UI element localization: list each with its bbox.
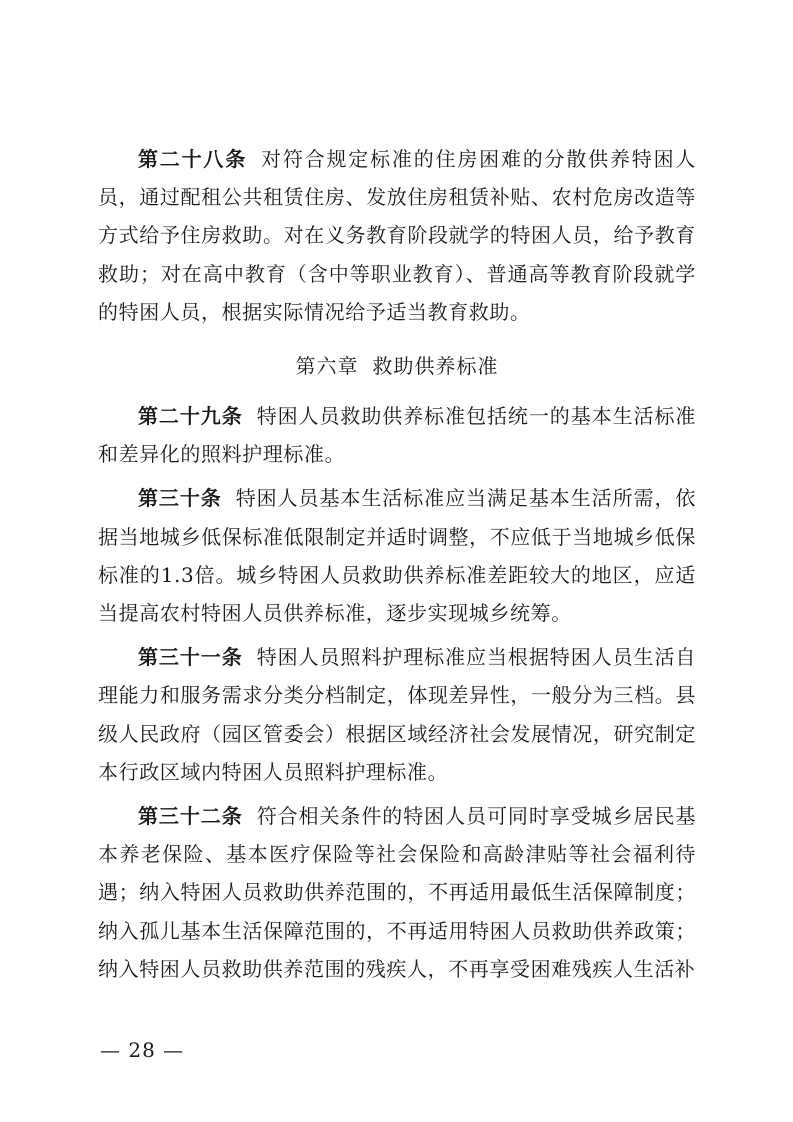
page-number: — 28 — [100, 1038, 185, 1062]
article-text: 特困人员基本生活标准应当满足基本生活所需，依据当地城乡低保标准低限制定并适时调整，不应低于当地城乡低保标准的1.3倍。城乡特困人员救助供养标准差距较大的地区，应适当提高农村特困人员供养标准，逐步实现城乡统筹。 [98, 486, 696, 626]
chapter-title: 救助供养标准 [372, 354, 499, 379]
article-paragraph-31 [98, 638, 696, 791]
article-number: 第二十九条 [138, 404, 243, 429]
article-text: 特困人员救助供养标准包括统一的基本生活标准和差异化的照料护理标准。 [98, 404, 696, 467]
article-text: 符合相关条件的特困人员可同时享受城乡居民基本养老保险、基本医疗保险等社会保险和高龄津贴等社会福利待遇；纳入特困人员救助供养范围的，不再适用最低生活保障制度；纳入孤儿基本生活保障范围的，不再适用特困人员救助供养政策；纳入特困人员救助供养范围的残疾人，不再享受困难残疾人生活补 [98, 804, 696, 981]
article-number: 第三十一条 [138, 645, 243, 670]
article-paragraph-28 [98, 140, 696, 331]
article-number: 第二十八条 [138, 147, 248, 171]
chapter-number: 第六章 [295, 354, 359, 379]
article-number: 第三十条 [138, 486, 222, 511]
article-number: 第三十二条 [138, 804, 243, 829]
article-paragraph-29 [98, 397, 696, 473]
article-paragraph-30 [98, 479, 696, 632]
article-text: 特困人员照料护理标准应当根据特困人员生活自理能力和服务需求分类分档制定，体现差异性，一般分为三档。县级人民政府（园区管委会）根据区域经济社会发展情况，研究制定本行政区域内特困人员照料护理标准。 [98, 645, 696, 784]
document-body [98, 140, 696, 994]
article-paragraph-32 [98, 797, 696, 988]
chapter-heading [98, 347, 696, 385]
article-text: 对符合规定标准的住房困难的分散供养特困人员，通过配租公共租赁住房、发放住房租赁补贴、农村危房改造等方式给予住房救助。对在义务教育阶段就学的特困人员，给予教育救助；对在高中教育（含中等职业教育）、普通高等教育阶段就学的特困人员，根据实际情况给予适当教育救助。 [98, 147, 697, 324]
